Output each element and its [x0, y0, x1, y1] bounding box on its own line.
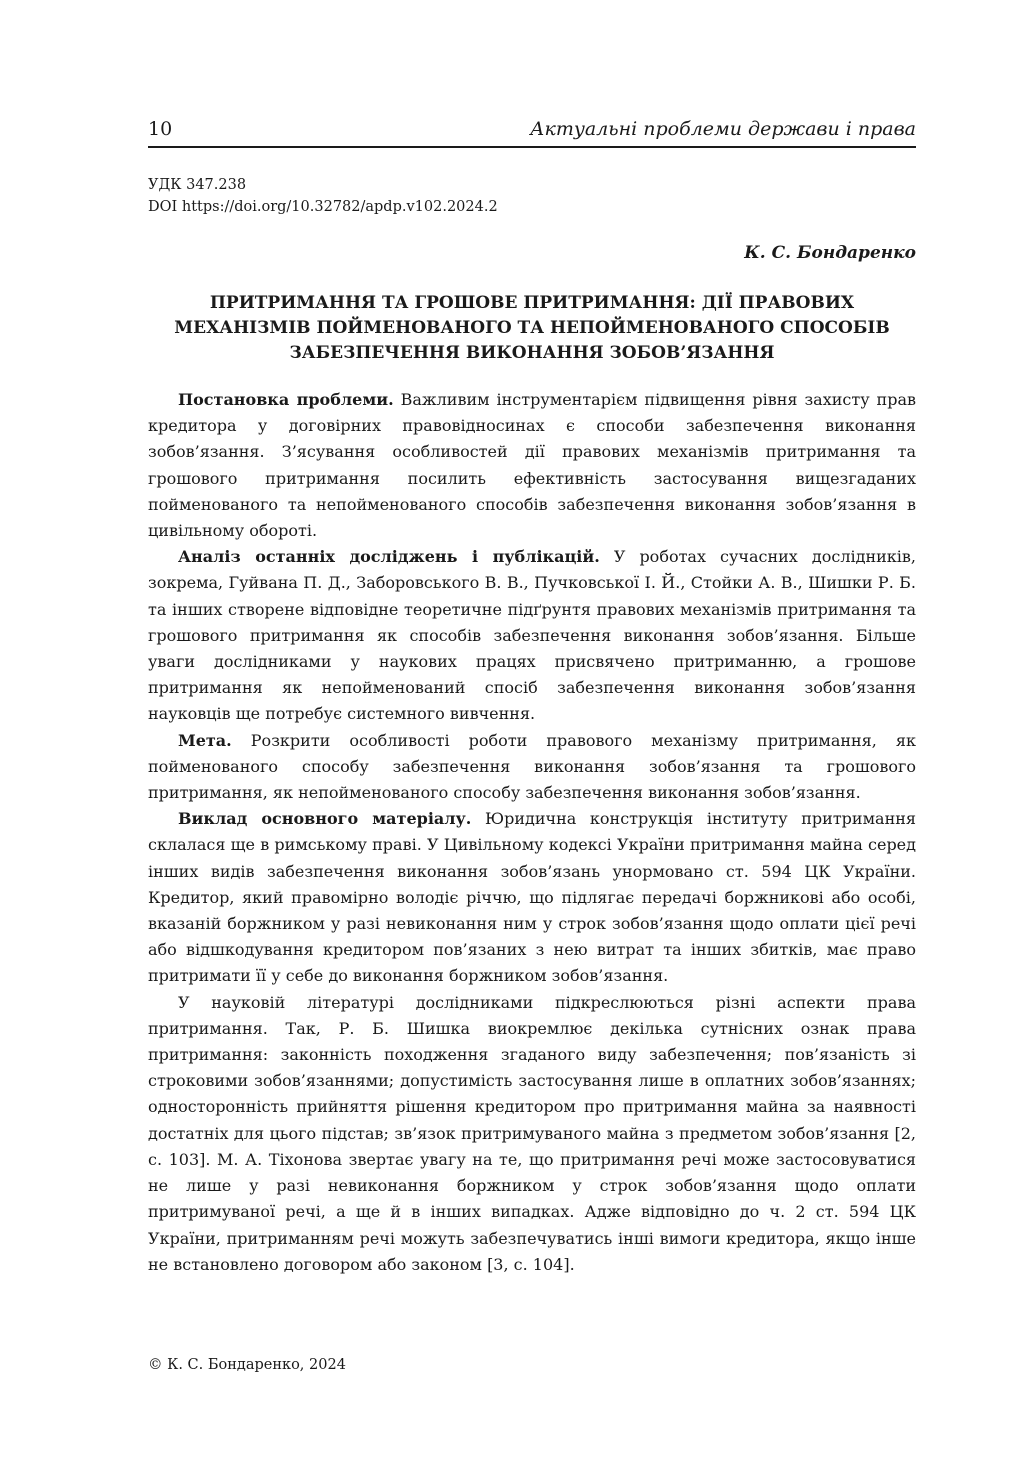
- article-title: [148, 291, 916, 366]
- section-heading: Постановка проблеми.: [178, 390, 394, 409]
- page: [148, 112, 916, 1278]
- author-name: К. С. Бондаренко: [744, 243, 916, 263]
- article-meta: [148, 174, 916, 218]
- udc-code: УДК 347.238: [148, 177, 247, 193]
- paragraph-text: У роботах сучасних дослідників, зокрема, Гуйвана П. Д., Заборовського В. В., Пучковської І. Й., Стойки А. В., Шишки Р. Б. та інших створене відповідне теоретичне підґрунтя правових механізмів притримання та грошового притримання як способів забезпечення виконання зобов’язання. Більше уваги дослідниками у наукових працях присвячено притриманню, а грошове притримання як непойменований спосіб забезпечення виконання зобов’язання науковців ще потребує системного вивчення.: [148, 547, 916, 724]
- section-heading: Виклад основного матеріалу.: [178, 809, 472, 829]
- copyright-notice: © К. С. Бондаренко, 2024: [148, 1357, 346, 1373]
- running-header: [148, 112, 916, 148]
- paragraph-text: Важливим інструментарієм підвищення рівня захисту прав кредитора у договірних правовідносинах є способи забезпечення виконання зобов’язання. З’ясування особливостей дії правових механізмів притримання та грошового притримання посилить ефективність застосування вищезгаданих пойменованого та непойменованого способів забезпечення виконання зобов’язання в цивільному обороті.: [148, 390, 916, 541]
- paragraph-text: Юридична конструкція інституту притримання склалася ще в римському праві. У Цивільному кодексі України притримання майна серед інших видів забезпечення виконання зобов’язань унормовано ст. 594 ЦК України. Кредитор, який правомірно володіє річчю, що підлягає передачі боржникові або особі, вказаній боржником у разі невиконання ним у строк зобов’язання щодо оплати цієї речі або відшкодування кредитором пов’язаних з нею витрат та інших збитків, має право притримати її у себе до виконання боржником зобов’язання.: [148, 809, 916, 986]
- article-body: [148, 387, 916, 1278]
- title-line: ПРИТРИМАННЯ ТА ГРОШОВЕ ПРИТРИМАННЯ: ДІЇ ПРАВОВИХ: [209, 293, 855, 313]
- doi-link[interactable]: DOI https://doi.org/10.32782/apdp.v102.2024.2: [148, 199, 498, 215]
- section-heading: Мета.: [178, 730, 232, 750]
- paragraph-analysis: [148, 544, 916, 727]
- page-number: 10: [148, 118, 173, 140]
- title-line: МЕХАНІЗМІВ ПОЙМЕНОВАНОГО ТА НЕПОЙМЕНОВАНОГО СПОСОБІВ: [174, 318, 890, 338]
- paragraph-problem: [148, 387, 916, 544]
- paragraph-goal: [148, 728, 916, 807]
- paragraph-continued: [148, 990, 916, 1278]
- paragraph-main: [148, 806, 916, 989]
- paragraph-text: Розкрити особливості роботи правового механізму притримання, як пойменованого способу забезпечення виконання зобов’язання та грошового притримання, як непойменованого способу забезпечення виконання зобов’язання.: [148, 730, 916, 803]
- journal-title: Актуальні проблеми держави і права: [530, 118, 916, 140]
- title-line: ЗАБЕЗПЕЧЕННЯ ВИКОНАННЯ ЗОБОВ’ЯЗАННЯ: [289, 343, 775, 363]
- paragraph-text: У науковій літературі дослідниками підкреслюються різні аспекти права притримання. Так, Р. Б. Шишка виокремлює декілька сутнісних ознак права притримання: законність походження згаданого виду забезпечення; пов’язаність зі строковими зобов’язаннями; допустимість застосування лише в оплатних зобов’язаннях; односторонність прийняття рішення кредитором про притримання майна за наявності достатніх для цього підстав; зв’язок притримуваного майна з предметом зобов’язання [2, с. 103]. М. А. Тіхонова звертає увагу на те, що притримання речі може застосовуватися не лише у разі невиконання боржником у строк зобов’язання щодо оплати притримуваної речі, а ще й в інших випадках. Адже відповідно до ч. 2 ст. 594 ЦК України, притриманням речі можуть забезпечуватись інші вимоги кредитора, якщо інше не встановлено договором або законом [3, с. 104].: [148, 992, 916, 1274]
- section-heading: Аналіз останніх досліджень і публікацій.: [178, 547, 600, 567]
